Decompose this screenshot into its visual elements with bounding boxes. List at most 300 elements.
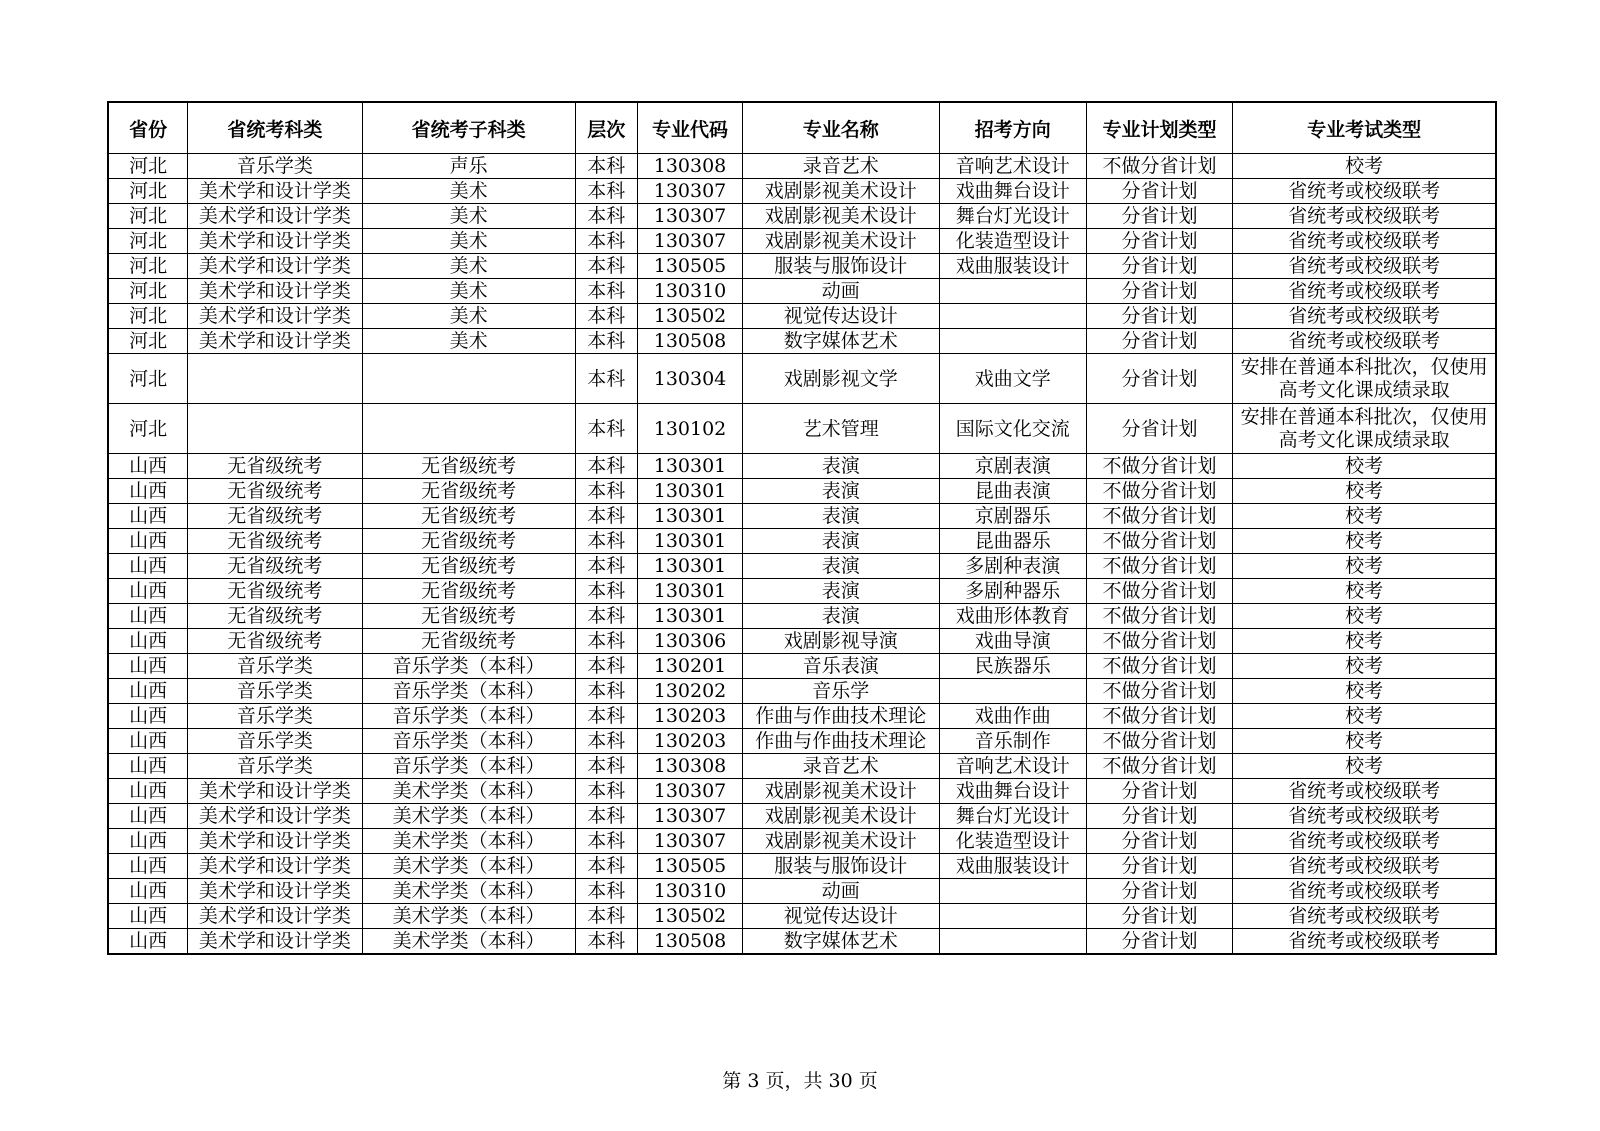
cell-direction bbox=[939, 304, 1086, 329]
cell-plan-type: 不做分省计划 bbox=[1086, 704, 1232, 729]
cell-exam-subcategory bbox=[362, 404, 575, 454]
cell-exam-subcategory: 无省级统考 bbox=[362, 504, 575, 529]
cell-exam-subcategory: 音乐学类（本科） bbox=[362, 704, 575, 729]
cell-province: 河北 bbox=[108, 254, 188, 279]
cell-exam-category: 美术学和设计学类 bbox=[188, 304, 363, 329]
cell-exam-type: 校考 bbox=[1233, 529, 1496, 554]
table-row bbox=[108, 329, 1496, 354]
cell-exam-type: 省统考或校级联考 bbox=[1233, 229, 1496, 254]
cell-major-name: 音乐表演 bbox=[742, 654, 939, 679]
cell-province: 山西 bbox=[108, 554, 188, 579]
cell-province: 山西 bbox=[108, 604, 188, 629]
cell-major-name: 戏剧影视导演 bbox=[742, 629, 939, 654]
cell-exam-subcategory: 音乐学类（本科） bbox=[362, 679, 575, 704]
cell-level: 本科 bbox=[575, 604, 638, 629]
cell-level: 本科 bbox=[575, 479, 638, 504]
cell-province: 河北 bbox=[108, 204, 188, 229]
cell-major-name: 表演 bbox=[742, 554, 939, 579]
table-row bbox=[108, 404, 1496, 454]
cell-major-name: 表演 bbox=[742, 479, 939, 504]
cell-exam-type: 省统考或校级联考 bbox=[1233, 279, 1496, 304]
table-row bbox=[108, 154, 1496, 179]
cell-level: 本科 bbox=[575, 304, 638, 329]
cell-province: 河北 bbox=[108, 229, 188, 254]
cell-direction: 化装造型设计 bbox=[939, 229, 1086, 254]
cell-major-code: 130508 bbox=[638, 929, 743, 955]
cell-exam-type: 安排在普通本科批次，仅使用高考文化课成绩录取 bbox=[1233, 354, 1496, 404]
cell-exam-subcategory: 无省级统考 bbox=[362, 479, 575, 504]
cell-plan-type: 不做分省计划 bbox=[1086, 679, 1232, 704]
cell-major-name: 戏剧影视美术设计 bbox=[742, 204, 939, 229]
cell-exam-subcategory: 美术 bbox=[362, 229, 575, 254]
cell-province: 山西 bbox=[108, 679, 188, 704]
cell-exam-subcategory: 美术学类（本科） bbox=[362, 854, 575, 879]
cell-province: 山西 bbox=[108, 504, 188, 529]
table-row bbox=[108, 504, 1496, 529]
cell-plan-type: 不做分省计划 bbox=[1086, 654, 1232, 679]
table-row bbox=[108, 179, 1496, 204]
cell-province: 山西 bbox=[108, 579, 188, 604]
cell-plan-type: 分省计划 bbox=[1086, 404, 1232, 454]
cell-plan-type: 分省计划 bbox=[1086, 854, 1232, 879]
cell-level: 本科 bbox=[575, 579, 638, 604]
table-body bbox=[108, 154, 1496, 955]
cell-major-name: 表演 bbox=[742, 454, 939, 479]
cell-level: 本科 bbox=[575, 779, 638, 804]
cell-major-code: 130301 bbox=[638, 604, 743, 629]
cell-direction bbox=[939, 879, 1086, 904]
cell-major-code: 130203 bbox=[638, 704, 743, 729]
cell-major-code: 130307 bbox=[638, 829, 743, 854]
cell-exam-subcategory: 无省级统考 bbox=[362, 629, 575, 654]
table-row bbox=[108, 704, 1496, 729]
cell-level: 本科 bbox=[575, 504, 638, 529]
cell-exam-category: 无省级统考 bbox=[188, 529, 363, 554]
cell-plan-type: 分省计划 bbox=[1086, 354, 1232, 404]
cell-level: 本科 bbox=[575, 254, 638, 279]
cell-exam-subcategory: 音乐学类（本科） bbox=[362, 754, 575, 779]
header-exam-subcategory: 省统考子科类 bbox=[362, 102, 575, 154]
cell-major-name: 动画 bbox=[742, 279, 939, 304]
cell-plan-type: 不做分省计划 bbox=[1086, 629, 1232, 654]
cell-plan-type: 分省计划 bbox=[1086, 929, 1232, 955]
table-row bbox=[108, 479, 1496, 504]
cell-exam-category bbox=[188, 354, 363, 404]
cell-level: 本科 bbox=[575, 929, 638, 955]
cell-major-code: 130502 bbox=[638, 304, 743, 329]
cell-exam-type: 安排在普通本科批次，仅使用高考文化课成绩录取 bbox=[1233, 404, 1496, 454]
cell-plan-type: 分省计划 bbox=[1086, 179, 1232, 204]
cell-major-name: 音乐学 bbox=[742, 679, 939, 704]
cell-direction: 戏曲作曲 bbox=[939, 704, 1086, 729]
cell-major-name: 表演 bbox=[742, 579, 939, 604]
cell-exam-subcategory: 美术 bbox=[362, 304, 575, 329]
table-row bbox=[108, 629, 1496, 654]
cell-major-name: 戏剧影视文学 bbox=[742, 354, 939, 404]
cell-level: 本科 bbox=[575, 854, 638, 879]
cell-exam-category: 无省级统考 bbox=[188, 579, 363, 604]
cell-direction bbox=[939, 679, 1086, 704]
cell-level: 本科 bbox=[575, 204, 638, 229]
cell-major-name: 作曲与作曲技术理论 bbox=[742, 704, 939, 729]
cell-level: 本科 bbox=[575, 404, 638, 454]
cell-plan-type: 分省计划 bbox=[1086, 904, 1232, 929]
cell-major-name: 数字媒体艺术 bbox=[742, 329, 939, 354]
table-row bbox=[108, 354, 1496, 404]
cell-major-name: 戏剧影视美术设计 bbox=[742, 804, 939, 829]
table-row bbox=[108, 554, 1496, 579]
cell-exam-category: 美术学和设计学类 bbox=[188, 879, 363, 904]
cell-province: 山西 bbox=[108, 529, 188, 554]
cell-exam-type: 校考 bbox=[1233, 629, 1496, 654]
cell-major-code: 130306 bbox=[638, 629, 743, 654]
cell-direction: 舞台灯光设计 bbox=[939, 204, 1086, 229]
cell-major-name: 戏剧影视美术设计 bbox=[742, 179, 939, 204]
header-row bbox=[108, 102, 1496, 154]
table-row bbox=[108, 529, 1496, 554]
cell-direction: 昆曲器乐 bbox=[939, 529, 1086, 554]
cell-exam-category: 美术学和设计学类 bbox=[188, 204, 363, 229]
cell-exam-subcategory: 无省级统考 bbox=[362, 454, 575, 479]
cell-major-code: 130304 bbox=[638, 354, 743, 404]
cell-major-name: 戏剧影视美术设计 bbox=[742, 779, 939, 804]
table-row bbox=[108, 229, 1496, 254]
cell-exam-subcategory: 美术 bbox=[362, 329, 575, 354]
cell-level: 本科 bbox=[575, 804, 638, 829]
cell-major-code: 130308 bbox=[638, 154, 743, 179]
cell-province: 河北 bbox=[108, 279, 188, 304]
cell-direction: 民族器乐 bbox=[939, 654, 1086, 679]
cell-province: 山西 bbox=[108, 629, 188, 654]
cell-level: 本科 bbox=[575, 629, 638, 654]
header-exam-type: 专业考试类型 bbox=[1233, 102, 1496, 154]
cell-exam-category: 美术学和设计学类 bbox=[188, 329, 363, 354]
header-province: 省份 bbox=[108, 102, 188, 154]
cell-major-name: 服装与服饰设计 bbox=[742, 254, 939, 279]
cell-major-code: 130301 bbox=[638, 579, 743, 604]
cell-exam-category: 音乐学类 bbox=[188, 729, 363, 754]
cell-exam-category: 美术学和设计学类 bbox=[188, 229, 363, 254]
cell-exam-subcategory: 美术 bbox=[362, 179, 575, 204]
cell-level: 本科 bbox=[575, 729, 638, 754]
cell-exam-category: 美术学和设计学类 bbox=[188, 279, 363, 304]
cell-exam-type: 省统考或校级联考 bbox=[1233, 804, 1496, 829]
cell-major-name: 服装与服饰设计 bbox=[742, 854, 939, 879]
cell-exam-subcategory: 美术 bbox=[362, 279, 575, 304]
header-major-code: 专业代码 bbox=[638, 102, 743, 154]
cell-exam-subcategory: 美术学类（本科） bbox=[362, 829, 575, 854]
cell-major-code: 130310 bbox=[638, 879, 743, 904]
cell-plan-type: 分省计划 bbox=[1086, 879, 1232, 904]
cell-province: 山西 bbox=[108, 754, 188, 779]
cell-major-code: 130202 bbox=[638, 679, 743, 704]
cell-province: 山西 bbox=[108, 929, 188, 955]
table-row bbox=[108, 654, 1496, 679]
cell-direction: 戏曲导演 bbox=[939, 629, 1086, 654]
page-number: 第 3 页，共 30 页 bbox=[722, 1070, 878, 1092]
cell-major-code: 130307 bbox=[638, 804, 743, 829]
table-row bbox=[108, 854, 1496, 879]
cell-plan-type: 不做分省计划 bbox=[1086, 504, 1232, 529]
cell-direction bbox=[939, 929, 1086, 955]
cell-exam-category: 音乐学类 bbox=[188, 654, 363, 679]
cell-province: 山西 bbox=[108, 904, 188, 929]
cell-major-name: 录音艺术 bbox=[742, 154, 939, 179]
cell-exam-category: 美术学和设计学类 bbox=[188, 179, 363, 204]
cell-exam-category: 美术学和设计学类 bbox=[188, 829, 363, 854]
cell-plan-type: 分省计划 bbox=[1086, 204, 1232, 229]
cell-plan-type: 不做分省计划 bbox=[1086, 754, 1232, 779]
cell-exam-subcategory: 美术学类（本科） bbox=[362, 804, 575, 829]
cell-major-code: 130505 bbox=[638, 254, 743, 279]
cell-major-name: 作曲与作曲技术理论 bbox=[742, 729, 939, 754]
cell-exam-subcategory: 美术学类（本科） bbox=[362, 879, 575, 904]
cell-exam-subcategory: 美术学类（本科） bbox=[362, 904, 575, 929]
cell-plan-type: 分省计划 bbox=[1086, 804, 1232, 829]
header-level: 层次 bbox=[575, 102, 638, 154]
cell-exam-category: 无省级统考 bbox=[188, 504, 363, 529]
header-plan-type: 专业计划类型 bbox=[1086, 102, 1232, 154]
cell-exam-type: 省统考或校级联考 bbox=[1233, 204, 1496, 229]
table-row bbox=[108, 204, 1496, 229]
cell-plan-type: 分省计划 bbox=[1086, 779, 1232, 804]
table-row bbox=[108, 929, 1496, 955]
cell-level: 本科 bbox=[575, 879, 638, 904]
cell-direction bbox=[939, 329, 1086, 354]
cell-plan-type: 不做分省计划 bbox=[1086, 579, 1232, 604]
cell-province: 山西 bbox=[108, 804, 188, 829]
cell-direction: 国际文化交流 bbox=[939, 404, 1086, 454]
cell-major-code: 130201 bbox=[638, 654, 743, 679]
cell-major-code: 130307 bbox=[638, 204, 743, 229]
cell-direction: 戏曲形体教育 bbox=[939, 604, 1086, 629]
cell-province: 河北 bbox=[108, 304, 188, 329]
cell-direction bbox=[939, 279, 1086, 304]
cell-exam-type: 省统考或校级联考 bbox=[1233, 929, 1496, 955]
cell-exam-category bbox=[188, 404, 363, 454]
cell-level: 本科 bbox=[575, 329, 638, 354]
cell-exam-category: 无省级统考 bbox=[188, 629, 363, 654]
cell-exam-subcategory: 无省级统考 bbox=[362, 604, 575, 629]
cell-exam-subcategory: 无省级统考 bbox=[362, 554, 575, 579]
cell-exam-subcategory: 无省级统考 bbox=[362, 529, 575, 554]
cell-major-name: 视觉传达设计 bbox=[742, 304, 939, 329]
table-row bbox=[108, 829, 1496, 854]
cell-exam-category: 音乐学类 bbox=[188, 154, 363, 179]
cell-direction: 戏曲舞台设计 bbox=[939, 779, 1086, 804]
cell-exam-type: 校考 bbox=[1233, 554, 1496, 579]
cell-major-name: 艺术管理 bbox=[742, 404, 939, 454]
cell-direction: 多剧种表演 bbox=[939, 554, 1086, 579]
cell-plan-type: 不做分省计划 bbox=[1086, 604, 1232, 629]
cell-direction: 舞台灯光设计 bbox=[939, 804, 1086, 829]
table-row bbox=[108, 729, 1496, 754]
cell-exam-type: 校考 bbox=[1233, 679, 1496, 704]
cell-major-code: 130310 bbox=[638, 279, 743, 304]
cell-level: 本科 bbox=[575, 354, 638, 404]
cell-exam-subcategory: 美术学类（本科） bbox=[362, 929, 575, 955]
cell-exam-type: 省统考或校级联考 bbox=[1233, 179, 1496, 204]
cell-province: 河北 bbox=[108, 154, 188, 179]
cell-level: 本科 bbox=[575, 229, 638, 254]
cell-exam-type: 省统考或校级联考 bbox=[1233, 854, 1496, 879]
cell-direction: 多剧种器乐 bbox=[939, 579, 1086, 604]
cell-exam-subcategory: 无省级统考 bbox=[362, 579, 575, 604]
cell-exam-type: 校考 bbox=[1233, 479, 1496, 504]
table-row bbox=[108, 579, 1496, 604]
cell-major-name: 录音艺术 bbox=[742, 754, 939, 779]
cell-level: 本科 bbox=[575, 154, 638, 179]
cell-plan-type: 不做分省计划 bbox=[1086, 454, 1232, 479]
cell-province: 河北 bbox=[108, 179, 188, 204]
table-row bbox=[108, 604, 1496, 629]
cell-province: 河北 bbox=[108, 329, 188, 354]
cell-level: 本科 bbox=[575, 454, 638, 479]
cell-direction: 戏曲舞台设计 bbox=[939, 179, 1086, 204]
cell-major-code: 130301 bbox=[638, 554, 743, 579]
cell-major-name: 戏剧影视美术设计 bbox=[742, 829, 939, 854]
cell-major-code: 130102 bbox=[638, 404, 743, 454]
cell-exam-category: 无省级统考 bbox=[188, 604, 363, 629]
cell-direction: 戏曲文学 bbox=[939, 354, 1086, 404]
cell-plan-type: 不做分省计划 bbox=[1086, 729, 1232, 754]
cell-exam-subcategory: 美术 bbox=[362, 204, 575, 229]
cell-exam-category: 美术学和设计学类 bbox=[188, 929, 363, 955]
cell-plan-type: 分省计划 bbox=[1086, 304, 1232, 329]
cell-exam-type: 校考 bbox=[1233, 704, 1496, 729]
cell-direction: 戏曲服装设计 bbox=[939, 254, 1086, 279]
cell-direction: 音响艺术设计 bbox=[939, 754, 1086, 779]
cell-level: 本科 bbox=[575, 754, 638, 779]
cell-exam-type: 省统考或校级联考 bbox=[1233, 329, 1496, 354]
cell-province: 山西 bbox=[108, 879, 188, 904]
header-direction: 招考方向 bbox=[939, 102, 1086, 154]
cell-exam-type: 省统考或校级联考 bbox=[1233, 304, 1496, 329]
cell-direction: 昆曲表演 bbox=[939, 479, 1086, 504]
table-row bbox=[108, 779, 1496, 804]
table-row bbox=[108, 679, 1496, 704]
cell-province: 山西 bbox=[108, 829, 188, 854]
cell-direction: 音响艺术设计 bbox=[939, 154, 1086, 179]
cell-exam-subcategory bbox=[362, 354, 575, 404]
cell-major-name: 视觉传达设计 bbox=[742, 904, 939, 929]
cell-exam-category: 音乐学类 bbox=[188, 679, 363, 704]
cell-province: 山西 bbox=[108, 779, 188, 804]
cell-exam-category: 美术学和设计学类 bbox=[188, 804, 363, 829]
cell-province: 河北 bbox=[108, 404, 188, 454]
cell-plan-type: 分省计划 bbox=[1086, 229, 1232, 254]
cell-level: 本科 bbox=[575, 679, 638, 704]
cell-province: 山西 bbox=[108, 479, 188, 504]
cell-direction: 戏曲服装设计 bbox=[939, 854, 1086, 879]
cell-exam-type: 校考 bbox=[1233, 654, 1496, 679]
cell-direction: 京剧表演 bbox=[939, 454, 1086, 479]
cell-exam-category: 美术学和设计学类 bbox=[188, 779, 363, 804]
cell-exam-type: 省统考或校级联考 bbox=[1233, 254, 1496, 279]
cell-exam-type: 校考 bbox=[1233, 604, 1496, 629]
cell-major-code: 130203 bbox=[638, 729, 743, 754]
cell-province: 山西 bbox=[108, 654, 188, 679]
cell-plan-type: 不做分省计划 bbox=[1086, 529, 1232, 554]
cell-level: 本科 bbox=[575, 529, 638, 554]
cell-exam-type: 校考 bbox=[1233, 454, 1496, 479]
cell-major-name: 戏剧影视美术设计 bbox=[742, 229, 939, 254]
cell-plan-type: 分省计划 bbox=[1086, 254, 1232, 279]
cell-plan-type: 不做分省计划 bbox=[1086, 554, 1232, 579]
cell-exam-subcategory: 声乐 bbox=[362, 154, 575, 179]
cell-exam-type: 省统考或校级联考 bbox=[1233, 879, 1496, 904]
cell-major-code: 130308 bbox=[638, 754, 743, 779]
cell-level: 本科 bbox=[575, 554, 638, 579]
cell-major-code: 130502 bbox=[638, 904, 743, 929]
cell-plan-type: 不做分省计划 bbox=[1086, 154, 1232, 179]
cell-major-code: 130307 bbox=[638, 229, 743, 254]
cell-plan-type: 分省计划 bbox=[1086, 329, 1232, 354]
cell-exam-type: 校考 bbox=[1233, 504, 1496, 529]
cell-major-code: 130307 bbox=[638, 779, 743, 804]
program-table bbox=[107, 101, 1497, 955]
cell-major-name: 表演 bbox=[742, 604, 939, 629]
cell-exam-category: 美术学和设计学类 bbox=[188, 254, 363, 279]
cell-exam-subcategory: 美术 bbox=[362, 254, 575, 279]
table-row bbox=[108, 279, 1496, 304]
cell-exam-category: 美术学和设计学类 bbox=[188, 854, 363, 879]
cell-exam-category: 音乐学类 bbox=[188, 754, 363, 779]
cell-level: 本科 bbox=[575, 704, 638, 729]
cell-plan-type: 不做分省计划 bbox=[1086, 479, 1232, 504]
cell-level: 本科 bbox=[575, 829, 638, 854]
table-row bbox=[108, 904, 1496, 929]
cell-direction: 京剧器乐 bbox=[939, 504, 1086, 529]
cell-exam-type: 校考 bbox=[1233, 729, 1496, 754]
cell-major-code: 130505 bbox=[638, 854, 743, 879]
cell-exam-type: 校考 bbox=[1233, 754, 1496, 779]
cell-major-code: 130301 bbox=[638, 454, 743, 479]
cell-exam-category: 美术学和设计学类 bbox=[188, 904, 363, 929]
cell-plan-type: 分省计划 bbox=[1086, 279, 1232, 304]
header-exam-category: 省统考科类 bbox=[188, 102, 363, 154]
cell-exam-category: 无省级统考 bbox=[188, 554, 363, 579]
cell-exam-category: 音乐学类 bbox=[188, 704, 363, 729]
cell-major-name: 数字媒体艺术 bbox=[742, 929, 939, 955]
table-row bbox=[108, 879, 1496, 904]
cell-major-code: 130508 bbox=[638, 329, 743, 354]
cell-level: 本科 bbox=[575, 279, 638, 304]
table-row bbox=[108, 454, 1496, 479]
cell-province: 山西 bbox=[108, 454, 188, 479]
cell-exam-subcategory: 美术学类（本科） bbox=[362, 779, 575, 804]
cell-province: 河北 bbox=[108, 354, 188, 404]
cell-direction: 音乐制作 bbox=[939, 729, 1086, 754]
cell-plan-type: 分省计划 bbox=[1086, 829, 1232, 854]
cell-exam-type: 校考 bbox=[1233, 154, 1496, 179]
cell-exam-type: 省统考或校级联考 bbox=[1233, 779, 1496, 804]
cell-major-code: 130301 bbox=[638, 504, 743, 529]
cell-direction bbox=[939, 904, 1086, 929]
cell-direction: 化装造型设计 bbox=[939, 829, 1086, 854]
cell-exam-type: 省统考或校级联考 bbox=[1233, 904, 1496, 929]
cell-exam-subcategory: 音乐学类（本科） bbox=[362, 654, 575, 679]
cell-province: 山西 bbox=[108, 704, 188, 729]
cell-exam-subcategory: 音乐学类（本科） bbox=[362, 729, 575, 754]
cell-level: 本科 bbox=[575, 904, 638, 929]
cell-province: 山西 bbox=[108, 729, 188, 754]
cell-level: 本科 bbox=[575, 179, 638, 204]
cell-major-name: 动画 bbox=[742, 879, 939, 904]
table-row bbox=[108, 754, 1496, 779]
cell-province: 山西 bbox=[108, 854, 188, 879]
cell-exam-category: 无省级统考 bbox=[188, 479, 363, 504]
